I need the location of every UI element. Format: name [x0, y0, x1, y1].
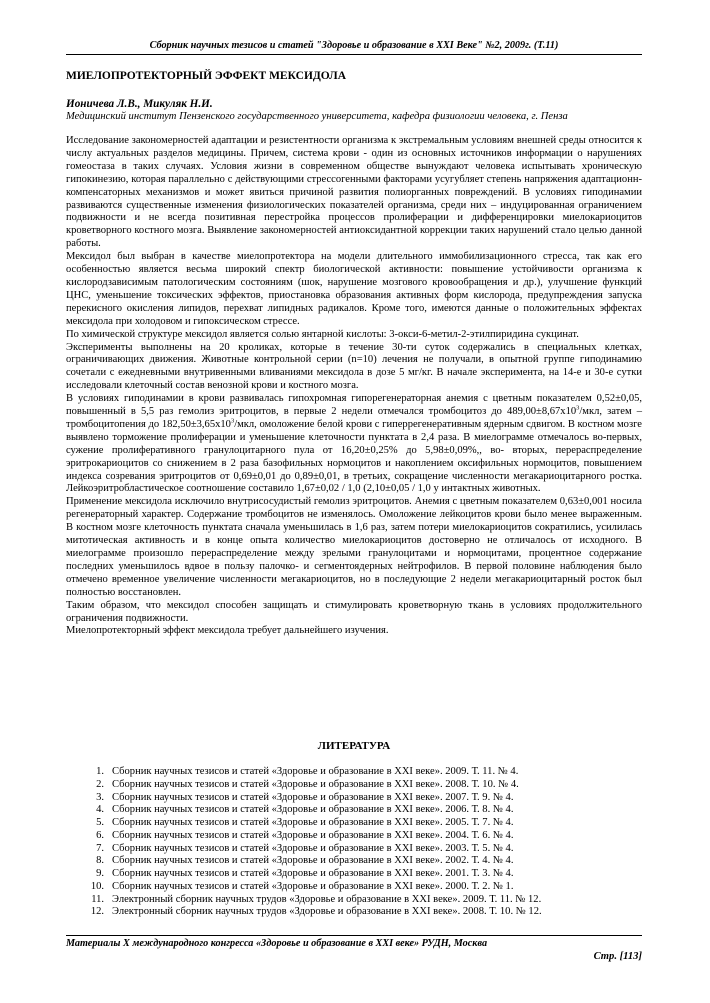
- reference-item: [86, 843, 642, 856]
- reference-number: 8.: [96, 855, 104, 867]
- reference-item: [86, 868, 642, 881]
- reference-text: Сборник научных тезисов и статей «Здоровье и образование в XXI веке». 2001. Т. 3. № 4.: [112, 868, 514, 879]
- paragraph-outlook: Миелопротекторный эффект мексидола требует дальнейшего изучения.: [66, 625, 389, 637]
- reference-item: [86, 792, 642, 805]
- reference-number: 4.: [96, 804, 104, 816]
- reference-number: 2.: [96, 778, 104, 790]
- reference-item: [86, 881, 642, 894]
- reference-text: Сборник научных тезисов и статей «Здоровье и образование в XXI веке». 2000. Т. 2. № 1.: [112, 880, 514, 892]
- references-list: [86, 766, 642, 919]
- article-title: МИЕЛОПРОТЕКТОРНЫЙ ЭФФЕКТ МЕКСИДОЛА: [66, 70, 347, 82]
- reference-item: [86, 855, 642, 868]
- footer-divider: [66, 935, 642, 936]
- paragraph-methods: Эксперименты выполнены на 20 кроликах, которые в течение 30-ти суток содержались в специальных клетках, ограничивающих движения. Животные контрольной серии (n=10) лечения не получали, в опытной группе гиподинамию сочетали с ежедневными внутривенными вливаниями мексидола в дозе 5 мг/кг. В начале эксперимента, на 14-е и 30-е сутки исследовали клеточный состав венозной крови и костного мозга.: [66, 341, 642, 392]
- reference-item: [86, 766, 642, 779]
- footer-note: Материалы X международного конгресса «Здоровье и образование в XXI веке» РУДН, Москва: [66, 938, 488, 949]
- article-body: [66, 135, 642, 638]
- reference-item: [86, 804, 642, 817]
- references-heading: ЛИТЕРАТУРА: [317, 740, 391, 752]
- superscript: 3: [576, 404, 580, 412]
- article-affiliation: Медицинский институт Пензенского государственного университета, кафедра физиологии человека, г. Пенза: [66, 111, 568, 122]
- article-authors: Ионичева Л.В., Микуляк Н.И.: [66, 98, 213, 110]
- running-header: Сборник научных тезисов и статей "Здоровье и образование в XXI Веке" №2, 2009г. (Т.11): [66, 40, 642, 55]
- paragraph-introduction: Исследование закономерностей адаптации и резистентности организма к экстремальным условиям внешней среды относится к числу актуальных разделов медицины. Причем, система крови - один из основных источников информации о нарушениях гомеостаза в таких случаях. Условия жизни в современном обществе вынуждают человека испытывать хроническую гипокинезию, которая параллельно с действующими стрессогенными факторами усугубляет степень напряжения адаптационн-компенсаторных механизмов и может явиться причиной развития полиорганных повреждений. В условиях гиподинамии развиваются существенные изменения физиологических показателей организма, среди них – индуцированная ограничением подвижности и не всегда позитивная перестройка процессов пролиферации и дифференцировки миелокариоцитов кроветворного костного мозга. Выявление закономерностей антиоксидантной коррекции таких нарушений стало целью данной работы.: [66, 135, 642, 250]
- paragraph-mexidol-results: Применение мексидола исключило внутрисосудистый гемолиз эритроцитов. Анемия с цветным показателем 0,63±0,001 носила регенераторный характер. Содержание тромбоцитов не изменялось. Омоложение лейкоцитов крови было менее выраженным. В костном мозге клеточность пунктата сначала уменьшилась в 1,6 раз, затем потери миелокариоцитов сократились, усилилась митотическая активность и в конце опыта количество миелокариоцитов достоверно не отличалось от исходного. В миелограмме произошло перераспределение между зрелыми гранулоцитами и нормоцитами, процентное содержание последних уменьшилось вдвое в пользу палочко- и сегментоядерных нейтрофилов. В первой половине наблюдения было отмечено временное увеличение численности мегакариоцитов, но в последующие 2 недели мегакариоцитарный росток был полностью восстановлен.: [66, 496, 642, 598]
- reference-text: Сборник научных тезисов и статей «Здоровье и образование в XXI веке». 2003. Т. 5. № 4.: [112, 842, 514, 854]
- reference-text: Сборник научных тезисов и статей «Здоровье и образование в XXI веке». 2008. Т. 10. № 4.: [112, 778, 519, 790]
- reference-number: 3.: [96, 791, 104, 803]
- reference-number: 11.: [91, 893, 104, 905]
- reference-text: Сборник научных тезисов и статей «Здоровье и образование в XXI веке». 2005. Т. 7. № 4.: [112, 817, 514, 828]
- reference-text: Электронный сборник научных трудов «Здоровье и образование в XXI веке». 2008. Т. 10. № 12.: [112, 906, 542, 918]
- reference-item: [86, 830, 642, 843]
- reference-text: Сборник научных тезисов и статей «Здоровье и образование в XXI веке». 2006. Т. 8. № 4.: [112, 804, 514, 816]
- paragraph-text: /мкл, омоложение белой крови с гиперрегенеративным ядерным сдвигом. В костном мозге выявлено торможение пролиферации и уменьшение клеточности пунктата в 2,4 раза. В миелограмме отмечалось во-первых, сужение пролиферативного гранулоцитарного пула от 16,20±0,25% до 5,98±0,09%,, во- вторых, перераспределение эритрокариоцитов со снижением в 2 раза базофильных нормоцитов и накоплением оксифильных нормоцитов, повышением индекса созревания эритроцитов от 0,69±0,01 до 0,89±0,01, в третьих, сокращение численности мегакариоцитарного ростка. Лейкоэритробластическое соотношение составило 1,67±0,02 / 1,0 (2,10±0,05 / 1,0 у интактных животных.: [66, 418, 642, 495]
- reference-text: Сборник научных тезисов и статей «Здоровье и образование в XXI веке». 2007. Т. 9. № 4.: [112, 791, 514, 803]
- reference-number: 9.: [96, 868, 104, 879]
- reference-item: [86, 817, 642, 830]
- superscript: 3: [230, 417, 235, 425]
- reference-number: 10.: [90, 880, 104, 892]
- paragraph-hypodynamia-results: [66, 393, 642, 496]
- reference-item: [86, 906, 642, 919]
- reference-number: 1.: [96, 766, 104, 777]
- reference-text: Сборник научных тезисов и статей «Здоровье и образование в XXI веке». 2002. Т. 4. № 4.: [112, 855, 514, 867]
- paragraph-text: В условиях гиподинамии в крови развивалась гипохромная гипорегенераторная анемия с цветным показателем 0,52±0,05, повышенный в 5,5 раз гемолиз эритроцитов, в первые 2 недели отмечался тромбоцитоз до 489,00±8,67х10: [66, 393, 642, 418]
- paragraph-text: /мкл, затем – тромбоцитопения до 182,50±3,65х10: [66, 406, 642, 430]
- paragraph-mexidol-rationale: Мексидол был выбран в качестве миелопротектора на модели длительного иммобилизационного стресса, так как его особенностью является весьма широкий спектр биологической активности: повышение устойчивости организма к кислородзависимым патологическим состояниям (шок, нарушение мозгового кровообращения и др.), улучшение функций ЦНС, уменьшение токсических эффектов, приостановка образования активных форм кислорода, предупреждения запуска перекисного окисления липидов, перехват липидных радикалов. Кроме того, имеются данные о положительных эффектах мексидола при холодовом и гипоксическом стрессе.: [66, 251, 642, 327]
- reference-item: [86, 779, 642, 792]
- reference-number: 12.: [90, 906, 104, 918]
- reference-item: [86, 894, 642, 907]
- reference-text: Сборник научных тезисов и статей «Здоровье и образование в XXI веке». 2009. Т. 11. № 4.: [112, 766, 519, 777]
- reference-number: 7.: [96, 842, 104, 854]
- page-number: Стр. [113]: [593, 951, 642, 962]
- reference-text: Электронный сборник научных трудов «Здоровье и образование в XXI веке». 2009. Т. 11. № 12.: [112, 893, 542, 905]
- paragraph-chemical-structure: По химической структуре мексидол является солью янтарной кислоты: 3-окси-6-метил-2-этилпиридина сукцинат.: [66, 328, 579, 340]
- reference-number: 6.: [96, 829, 104, 841]
- reference-number: 5.: [96, 817, 104, 828]
- paragraph-conclusion: Таким образом, что мексидол способен защищать и стимулировать кроветворную ткань в условиях продолжительного ограничения подвижности.: [66, 599, 642, 624]
- reference-text: Сборник научных тезисов и статей «Здоровье и образование в XXI веке». 2004. Т. 6. № 4.: [112, 829, 514, 841]
